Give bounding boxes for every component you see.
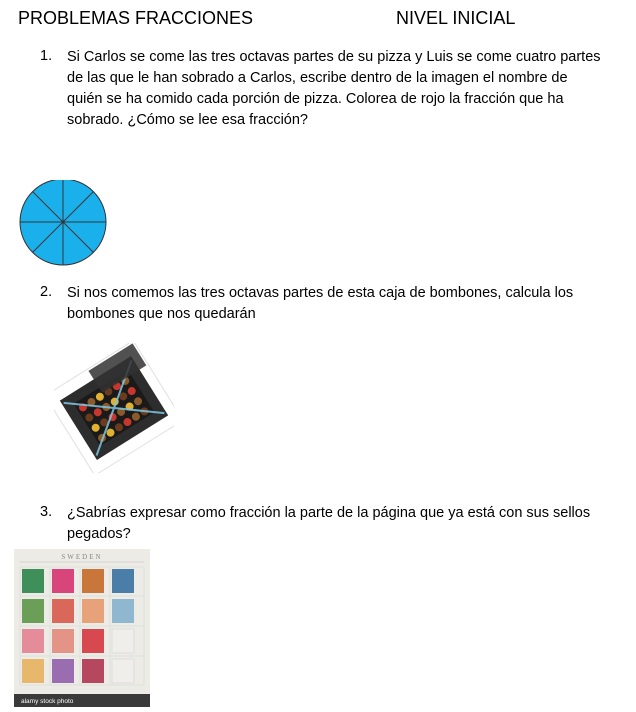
question-1-number: 1. — [40, 48, 53, 64]
question-3-text: ¿Sabrías expresar como fracción la parte de la página que ya está con sus sellos pegados? — [67, 505, 591, 542]
stamp-album-watermark: alamy stock photo — [21, 698, 74, 705]
chocolate-box-image — [54, 343, 174, 473]
stamp-album-image — [14, 549, 150, 707]
page-title: PROBLEMAS FRACCIONES — [18, 8, 254, 28]
question-3-number: 3. — [40, 504, 53, 520]
question-1-text: Si Carlos se come las tres octavas partes de su pizza y Luis se come cuatro partes de las que le han sobrado a Carlos, escribe dentro de la imagen el nombre de quién se ha comido cada porción de pizza. Colorea de rojo la fracción que ha sobrado. ¿Cómo se lee esa fracción? — [67, 49, 601, 128]
question-2-text: Si nos comemos las tres octavas partes de esta caja de bombones, calcula los bombones que nos quedarán — [67, 285, 574, 322]
pizza-circle — [18, 180, 108, 270]
level-label: NIVEL INICIAL — [396, 8, 516, 28]
stamp-album-country: SWEDEN — [61, 553, 103, 561]
question-2-number: 2. — [40, 284, 53, 300]
